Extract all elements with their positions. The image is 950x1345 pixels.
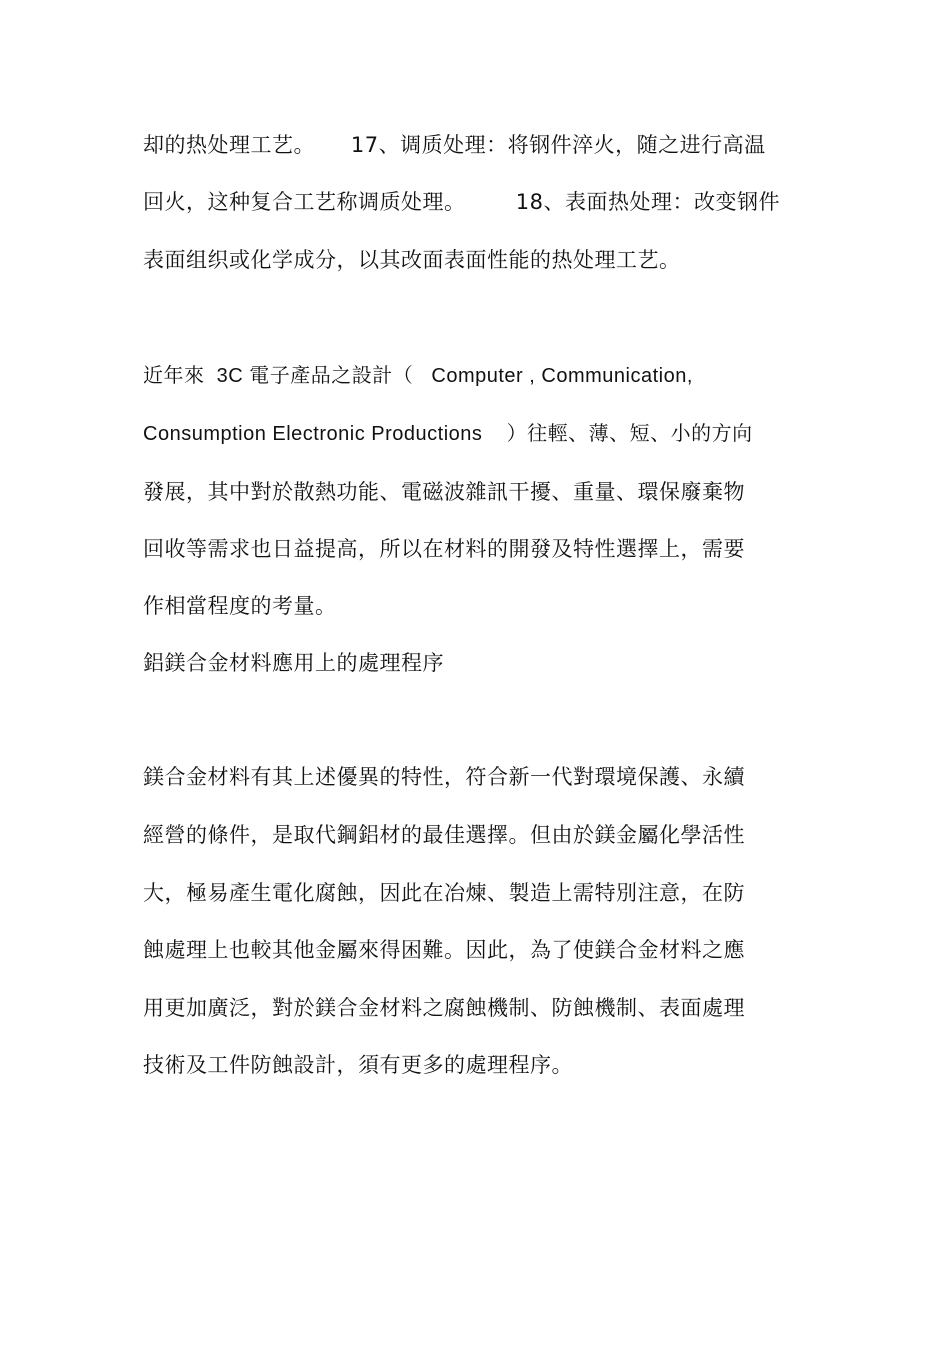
text-line: 用更加廣泛，對於鎂合金材料之腐蝕機制、防蝕機制、表面處理: [143, 996, 745, 1020]
text-line: 近年來 3C 電子產品之設計（ Computer , Communication,: [143, 365, 693, 387]
text-line: 經營的條件，是取代鋼鋁材的最佳選擇。但由於鎂金屬化學活性: [143, 823, 745, 847]
text-line: 大，極易產生電化腐蝕，因此在冶煉、製造上需特別注意，在防: [143, 881, 745, 905]
text-line: 却的热处理工艺。 17、调质处理：将钢件淬火，随之进行高温: [143, 133, 766, 157]
text-line: 發展，其中對於散熱功能、電磁波雜訊干擾、重量、環保廢棄物: [143, 480, 745, 504]
text-line: 回收等需求也日益提高，所以在材料的開發及特性選擇上，需要: [143, 537, 745, 561]
text-line: 作相當程度的考量。: [143, 594, 337, 618]
heading-line: 鋁鎂合金材料應用上的處理程序: [143, 651, 444, 675]
text-line: 表面组织或化学成分，以其改面表面性能的热处理工艺。: [143, 248, 681, 272]
text-line: 技術及工件防蝕設計，須有更多的處理程序。: [143, 1053, 573, 1077]
text-line: 蝕處理上也較其他金屬來得困難。因此，為了使鎂合金材料之應: [143, 938, 745, 962]
text-line: 回火，这种复合工艺称调质处理。 18、表面热处理：改变钢件: [143, 190, 780, 214]
text-line: 鎂合金材料有其上述優異的特性，符合新一代對環境保護、永續: [143, 765, 745, 789]
text-line: Consumption Electronic Productions ）往輕、薄、短、小的方向: [143, 423, 753, 445]
